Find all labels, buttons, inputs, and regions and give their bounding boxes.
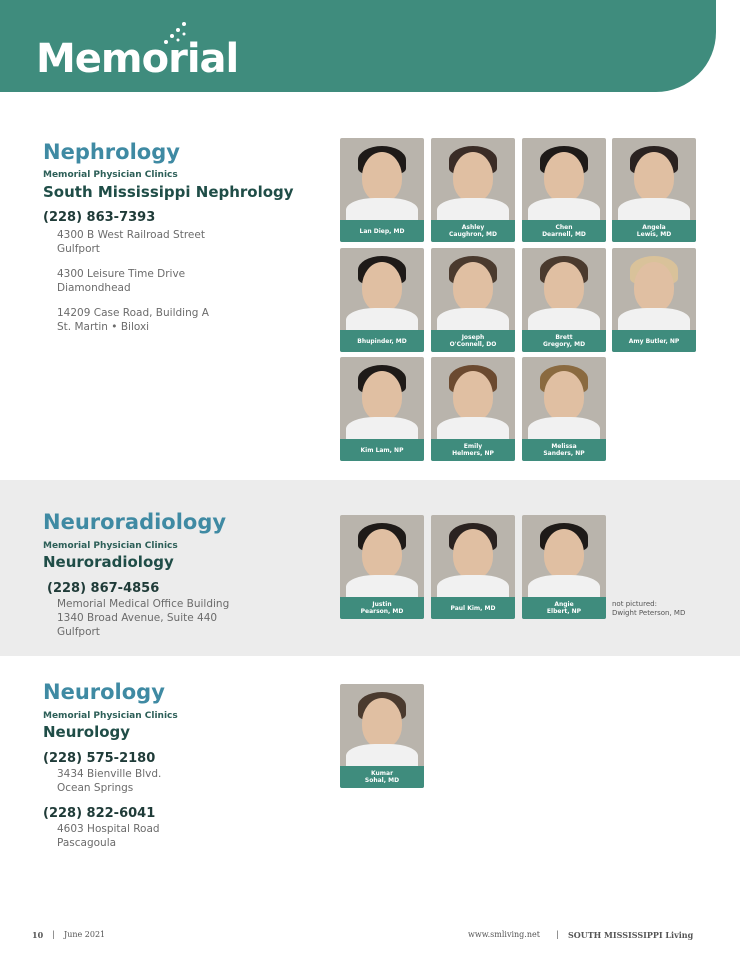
physician-card [522, 515, 606, 619]
section-title: Nephrology [43, 140, 180, 164]
address: 4300 B West Railroad Street Gulfport [57, 229, 205, 255]
memorial-logo: Memorial [36, 36, 239, 82]
issue-date: June 2021 [64, 930, 106, 939]
physician-name: Justin Pearson, MD [340, 597, 424, 619]
physician-card [340, 357, 424, 461]
address: 3434 Bienville Blvd. Ocean Springs [57, 768, 162, 794]
physician-card [340, 684, 424, 788]
address: 14209 Case Road, Building A St. Martin • Biloxi [57, 307, 209, 333]
portrait-face [362, 698, 402, 748]
portrait-face [453, 529, 493, 579]
physician-name: Kim Lam, NP [340, 439, 424, 461]
phone-number[interactable]: (228) 863-7393 [43, 210, 156, 225]
section-subtitle: Memorial Physician Clinics [43, 711, 178, 721]
physician-card [522, 138, 606, 242]
portrait-face [453, 152, 493, 202]
portrait-face [362, 262, 402, 312]
section-title: Neurology [43, 680, 165, 704]
portrait-face [453, 371, 493, 421]
portrait-face [544, 262, 584, 312]
physician-card [612, 248, 696, 352]
physician-name: Amy Butler, NP [612, 330, 696, 352]
physician-name: Kumar Sohal, MD [340, 766, 424, 788]
phone-number[interactable]: (228) 822-6041 [43, 806, 156, 821]
section-title: Neuroradiology [43, 510, 227, 534]
portrait-face [544, 152, 584, 202]
phone-number[interactable]: (228) 575-2180 [43, 751, 156, 766]
portrait-face [544, 371, 584, 421]
physician-card [431, 515, 515, 619]
physician-card [431, 138, 515, 242]
physician-name: Joseph O'Connell, DO [431, 330, 515, 352]
footer-divider: | [52, 930, 55, 939]
physician-name: Lan Diep, MD [340, 220, 424, 242]
physician-name: Angela Lewis, MD [612, 220, 696, 242]
address: 4603 Hospital Road Pascagoula [57, 823, 160, 849]
clinic-name: Neuroradiology [43, 553, 174, 571]
physician-card [612, 138, 696, 242]
physician-name: Emily Helmers, NP [431, 439, 515, 461]
portrait-face [634, 262, 674, 312]
physician-card [522, 248, 606, 352]
address: Memorial Medical Office Building 1340 Broad Avenue, Suite 440 Gulfport [57, 598, 230, 638]
physician-name: Chen Dearnell, MD [522, 220, 606, 242]
physician-name: Bhupinder, MD [340, 330, 424, 352]
section-subtitle: Memorial Physician Clinics [43, 541, 178, 551]
publication-name: SOUTH MISSISSIPPI Living [568, 930, 694, 940]
physician-name: Melissa Sanders, NP [522, 439, 606, 461]
physician-card [431, 357, 515, 461]
page-number: 10 [32, 930, 44, 940]
physician-card [340, 138, 424, 242]
phone-number[interactable]: (228) 867-4856 [47, 581, 160, 596]
physician-name: Angie Elbert, NP [522, 597, 606, 619]
portrait-face [362, 529, 402, 579]
footer-divider: | [556, 930, 559, 939]
portrait-face [453, 262, 493, 312]
header-banner [0, 0, 716, 92]
portrait-face [544, 529, 584, 579]
website: www.smliving.net [468, 930, 540, 939]
physician-name: Brett Gregory, MD [522, 330, 606, 352]
section-subtitle: Memorial Physician Clinics [43, 170, 178, 180]
clinic-name: Neurology [43, 723, 131, 741]
physician-name: Paul Kim, MD [431, 597, 515, 619]
physician-card [522, 357, 606, 461]
clinic-name: South Mississippi Nephrology [43, 183, 294, 201]
portrait-face [362, 152, 402, 202]
physician-name: Ashley Caughron, MD [431, 220, 515, 242]
address: 4300 Leisure Time Drive Diamondhead [57, 268, 186, 294]
physician-card [340, 248, 424, 352]
portrait-face [634, 152, 674, 202]
physician-card [340, 515, 424, 619]
not-pictured-note: not pictured: Dwight Peterson, MD [612, 600, 686, 617]
physician-card [431, 248, 515, 352]
portrait-face [362, 371, 402, 421]
